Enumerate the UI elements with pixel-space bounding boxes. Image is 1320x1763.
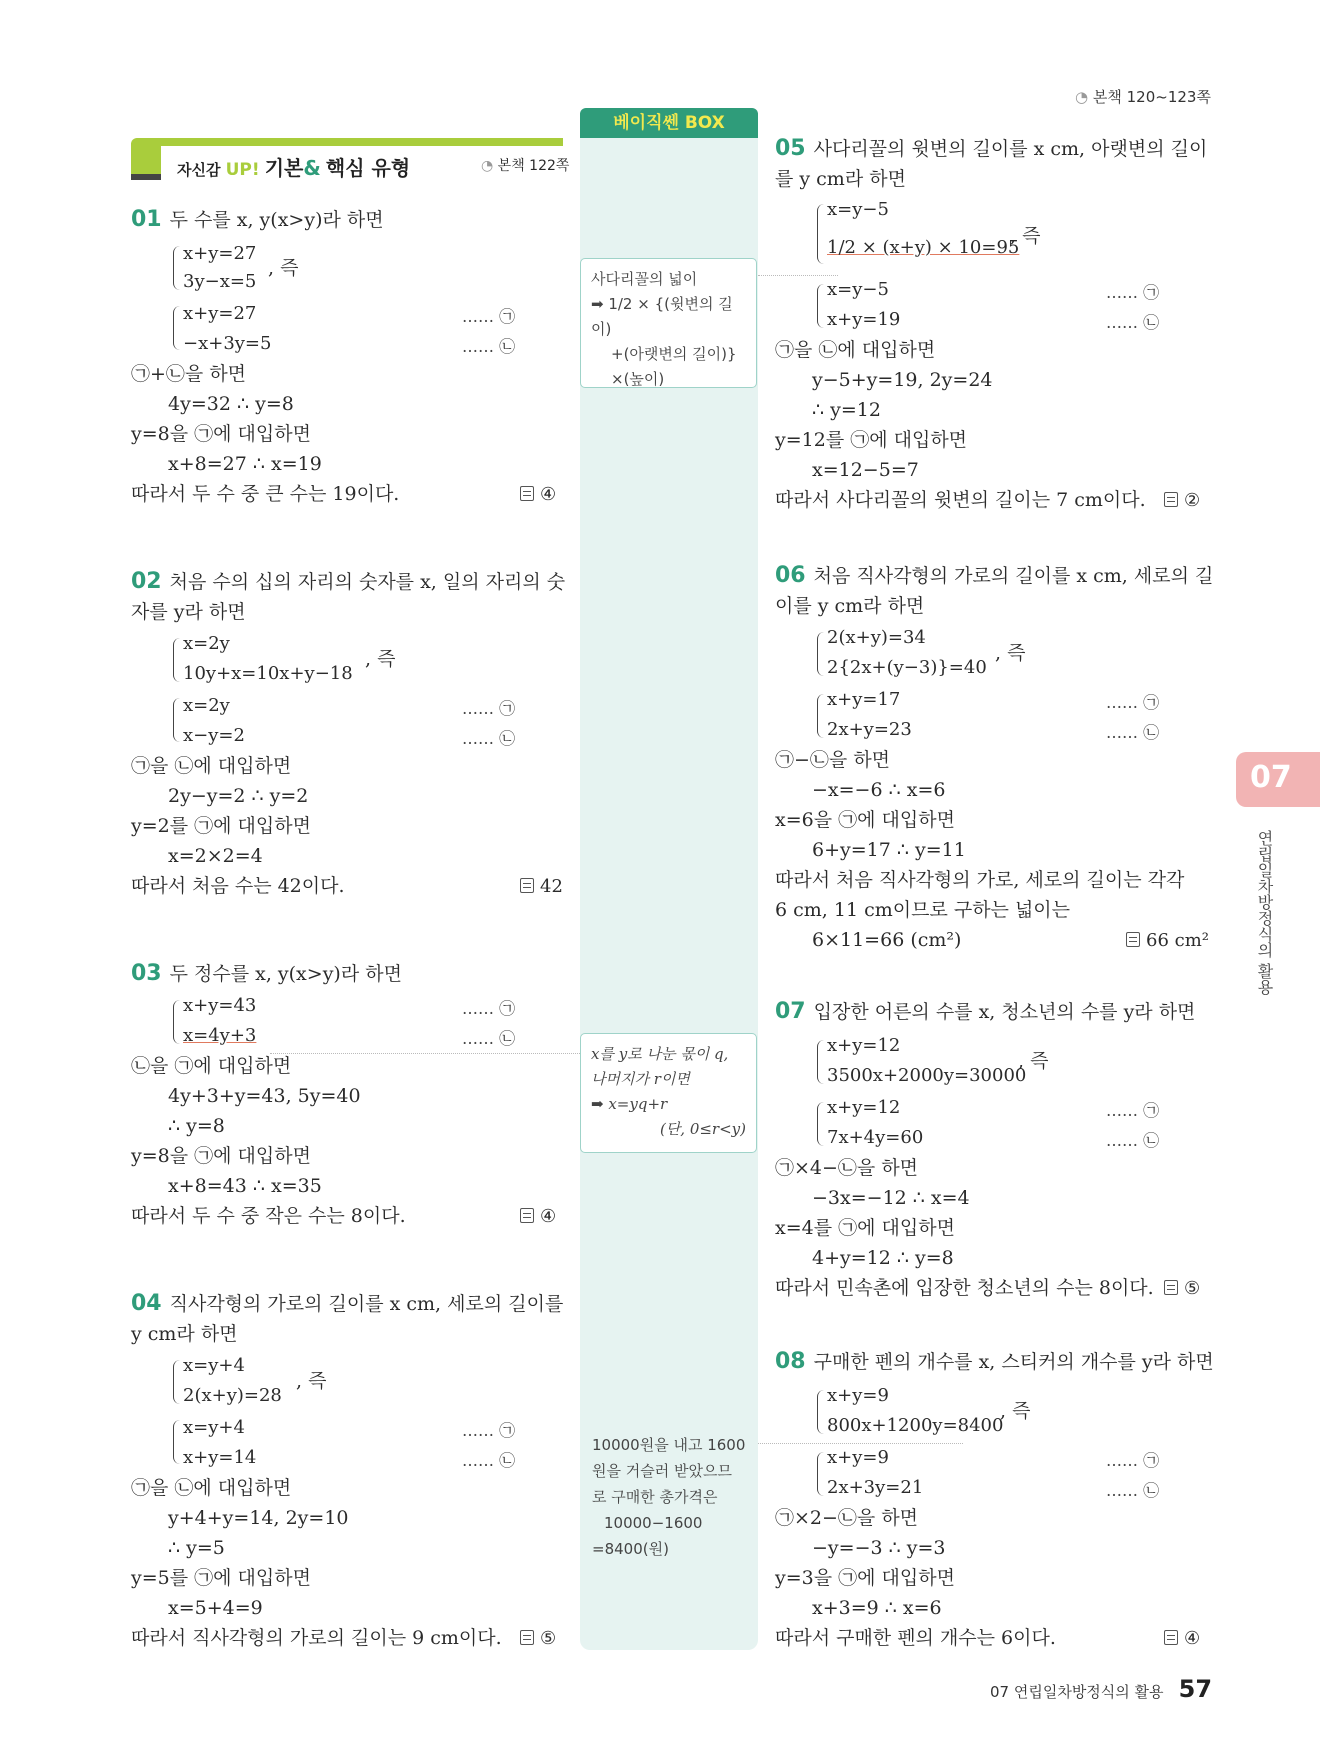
equation: 2(x+y)=34 [827,627,926,648]
chapter-tab-label-text: 연립일차방정식의 활용 [1255,830,1274,996]
step-text: y=12를 ㉠에 대입하면 [775,429,968,451]
equation: 2{2x+(y−3)}=40 [827,657,987,678]
equation: 7x+4y=60 [827,1127,924,1148]
conclusion-text: 따라서 직사각형의 가로의 길이는 9 cm이다. [131,1627,502,1649]
problem-intro: 입장한 어른의 수를 x, 청소년의 수를 y라 하면 [813,1001,1196,1023]
equation: x=y−5 [827,199,889,220]
step-text: −3x=−12 ∴ x=4 [812,1187,970,1209]
box-line: ➡ 1/2 × {(윗변의 길이) [591,295,733,338]
equation: 3500x+2000y=30000 [827,1065,1027,1086]
answer-value: 66 cm² [1146,930,1209,951]
page-number: 57 [1178,1675,1213,1703]
book-reference-left [481,155,569,175]
answer [520,484,556,505]
equation: x+y=19 [827,309,901,330]
step-text: x=12−5=7 [812,459,919,481]
step-text: x=4를 ㉠에 대입하면 [775,1217,955,1239]
equation: 2(x+y)=28 [183,1385,282,1406]
equation: x−y=2 [183,725,245,746]
box-line: 10000원을 내고 1600 [592,1436,746,1454]
step-text: x=5+4=9 [168,1597,263,1619]
answer [1164,490,1200,511]
equation-tag: …… ㉡ [1106,313,1160,332]
problem-number: 02 [131,569,162,594]
step-text: x+8=43 ∴ x=35 [168,1175,322,1197]
equation: 1/2 × (x+y) × 10=95 [827,237,1020,258]
box-line: 10000−1600 [604,1514,703,1532]
box-line: 로 구매한 총가격은 [592,1488,718,1506]
problem-intro: 처음 수의 십의 자리의 숫자를 x, 일의 자리의 숫 [169,571,566,593]
step-text: 4+y=12 ∴ y=8 [812,1247,954,1269]
answer-value: ④ [540,484,557,505]
connector-line [758,275,838,276]
problem-intro: 처음 직사각형의 가로의 길이를 x cm, 세로의 길 [813,565,1214,587]
step-text: y=5를 ㉠에 대입하면 [131,1567,311,1589]
equation: x=y−5 [827,279,889,300]
footer-chapter: 07 연립일차방정식의 활용 [990,1683,1164,1701]
equation: x+y=12 [827,1035,901,1056]
equation-tag: …… ㉠ [1106,1451,1160,1470]
joint-text: , 즉 [365,648,396,670]
problem-intro: 두 수를 x, y(x>y)라 하면 [169,209,384,231]
equation: x=y+4 [183,1417,245,1438]
step-text: y=2를 ㉠에 대입하면 [131,815,311,837]
step-text: ㉠+㉡을 하면 [131,363,247,385]
problem-intro: 이를 y cm라 하면 [775,595,925,617]
box-line: ➡ x=yq+r [591,1095,668,1113]
answer-icon [520,1630,534,1645]
problem-intro: 직사각형의 가로의 길이를 x cm, 세로의 길이를 [169,1293,564,1315]
problem-intro: 두 정수를 x, y(x>y)라 하면 [169,963,402,985]
check-icon: ◔ [481,158,494,174]
answer-icon [1164,1630,1178,1645]
step-text: x=6을 ㉠에 대입하면 [775,809,955,831]
equation: 3y−x=5 [183,271,257,292]
step-text: x+3=9 ∴ x=6 [812,1597,942,1619]
conclusion-text: 따라서 민속촌에 입장한 청소년의 수는 8이다. [775,1277,1154,1299]
section-title-bar [131,138,570,180]
joint-text: , 즉 [1018,1050,1049,1072]
equation: x+y=43 [183,995,257,1016]
answer-icon [1126,932,1140,947]
problem-intro: y cm라 하면 [131,1323,238,1345]
answer-icon [520,486,534,501]
equation: x+y=14 [183,1447,257,1468]
conclusion-text: 따라서 두 수 중 큰 수는 19이다. [131,483,400,505]
box-line: 원을 거슬러 받았으므 [592,1462,732,1480]
problem-number: 07 [775,999,806,1024]
step-text: x=2×2=4 [168,845,263,867]
equation: x+y=12 [827,1097,901,1118]
section-title-a: 기본 [264,156,304,180]
equation-tag: …… ㉡ [1106,1131,1160,1150]
section-prefix: 자신감 [177,161,221,179]
step-text: y=8을 ㉠에 대입하면 [131,423,311,445]
equation: x+y=27 [183,303,257,324]
answer-value: ④ [1184,1628,1201,1649]
equation-tag: …… ㉠ [462,699,516,718]
chapter-tab-label [1253,830,1276,995]
box-line: 사다리꼴의 넓이 [591,270,698,288]
conclusion-text: 따라서 구매한 펜의 개수는 6이다. [775,1627,1056,1649]
step-text: ㉠−㉡을 하면 [775,749,891,771]
step-text: 4y+3+y=43, 5y=40 [168,1085,361,1107]
answer-icon [1164,1280,1178,1295]
conclusion-text: 따라서 두 수 중 작은 수는 8이다. [131,1205,406,1227]
equation-tag: …… ㉡ [1106,723,1160,742]
problem-number: 06 [775,563,806,588]
equation-tag: …… ㉠ [462,999,516,1018]
equation-tag: …… ㉡ [462,1451,516,1470]
conclusion-text: 따라서 처음 직사각형의 가로, 세로의 길이는 각각 [775,869,1185,891]
problem-intro: 자를 y라 하면 [131,601,246,623]
answer [520,1206,556,1227]
section-up: UP! [225,160,260,180]
equation-tag: …… ㉠ [462,307,516,326]
equation-tag: …… ㉠ [1106,693,1160,712]
step-text: 2y−y=2 ∴ y=2 [168,785,309,807]
step-text: −y=−3 ∴ y=3 [812,1537,946,1559]
equation: x=4y+3 [183,1025,257,1046]
chapter-tab [1236,752,1320,807]
equation-tag: …… ㉡ [1106,1481,1160,1500]
conclusion-text: 6 cm, 11 cm이므로 구하는 넓이는 [775,899,1071,921]
answer [1126,930,1209,951]
book-reference-right [1075,86,1211,107]
answer-value: ④ [540,1206,557,1227]
equation-tag: …… ㉠ [462,1421,516,1440]
equation: 800x+1200y=8400 [827,1415,1004,1436]
answer-value: ⑤ [1184,1278,1201,1299]
answer-value: ② [1184,490,1201,511]
problem-intro: 사다리꼴의 윗변의 길이를 x cm, 아랫변의 길이 [813,138,1208,160]
equation: x+y=9 [827,1385,889,1406]
problem-number: 05 [775,136,806,161]
conclusion-text: 따라서 사다리꼴의 윗변의 길이는 7 cm이다. [775,489,1146,511]
box-line: =8400(원) [592,1540,669,1558]
step-text: y−5+y=19, 2y=24 [812,369,993,391]
problem-number: 08 [775,1349,806,1374]
problem-number: 04 [131,1291,162,1316]
ref-left-text: 본책 122쪽 [497,158,570,174]
basic-box-label [580,108,758,138]
step-text: y=8을 ㉠에 대입하면 [131,1145,311,1167]
step-text: ∴ y=5 [168,1537,225,1559]
check-icon: ◔ [1075,88,1089,106]
equation: x=2y [183,633,230,654]
equation: −x+3y=5 [183,333,272,354]
box-line: +(아랫변의 길이)} [611,345,737,363]
answer-value: ⑤ [540,1628,557,1649]
connector-line [270,1053,580,1054]
box-line: 나머지가 r이면 [591,1070,690,1088]
step-text: ㉠×4−㉡을 하면 [775,1157,919,1179]
answer [520,876,563,897]
joint-text: , 즉 [995,642,1026,664]
step-text: ㉠을 ㉡에 대입하면 [131,755,292,777]
chapter-tab-number: 07 [1250,760,1292,795]
equation: x+y=9 [827,1447,889,1468]
sidebar-box-division [580,1033,757,1153]
step-text: y=3을 ㉠에 대입하면 [775,1567,955,1589]
conclusion-text: 따라서 처음 수는 42이다. [131,875,345,897]
equation-tag: …… ㉡ [462,1029,516,1048]
answer [520,1628,556,1649]
joint-text: , 즉 [1000,1400,1031,1422]
equation-tag: …… ㉡ [462,337,516,356]
equation: 2x+3y=21 [827,1477,924,1498]
box-line: x를 y로 나눈 몫이 q, [591,1045,729,1063]
step-text: x+8=27 ∴ x=19 [168,453,322,475]
problem-intro: 를 y cm라 하면 [775,168,906,190]
step-text: ㉠을 ㉡에 대입하면 [131,1477,292,1499]
step-text: y+4+y=14, 2y=10 [168,1507,349,1529]
step-text: 6+y=17 ∴ y=11 [812,839,966,861]
box-line: ×(높이) [611,370,665,388]
step-text: ∴ y=12 [812,399,881,421]
step-text: ㉡을 ㉠에 대입하면 [131,1055,292,1077]
step-text: 4y=32 ∴ y=8 [168,393,294,415]
step-text: ㉠×2−㉡을 하면 [775,1507,919,1529]
answer-icon [520,1208,534,1223]
joint-text: , 즉 [1010,225,1041,247]
answer-icon [1164,492,1178,507]
ref-right-text: 본책 120~123쪽 [1092,88,1211,106]
equation-tag: …… ㉡ [462,729,516,748]
equation: x+y=17 [827,689,901,710]
sidebar-note-price [592,1432,752,1562]
problem-intro: 구매한 펜의 개수를 x, 스티커의 개수를 y라 하면 [813,1351,1214,1373]
equation: x=2y [183,695,230,716]
answer [1164,1278,1200,1299]
joint-text: , 즉 [268,257,299,279]
section-amp: & [303,156,321,180]
answer-icon [520,878,534,893]
equation: x=y+4 [183,1355,245,1376]
conclusion-text: 6×11=66 (cm²) [812,929,962,951]
equation-tag: …… ㉠ [1106,1101,1160,1120]
footer [990,1675,1212,1703]
step-text: −x=−6 ∴ x=6 [812,779,946,801]
basic-box-label-text: 베이직쎈 BOX [613,113,725,133]
step-text: ∴ y=8 [168,1115,225,1137]
problem-number: 03 [131,961,162,986]
problem-number: 01 [131,207,162,232]
joint-text: , 즉 [296,1370,327,1392]
answer [1164,1628,1200,1649]
equation: 10y+x=10x+y−18 [183,663,353,684]
box-line: (단, 0≤r<y) [659,1120,746,1138]
equation: x+y=27 [183,243,257,264]
section-title-b: 핵심 유형 [325,156,411,180]
step-text: ㉠을 ㉡에 대입하면 [775,339,936,361]
equation: 2x+y=23 [827,719,912,740]
equation-tag: …… ㉠ [1106,283,1160,302]
answer-value: 42 [540,876,563,897]
sidebar-box-trapezoid [580,258,757,388]
